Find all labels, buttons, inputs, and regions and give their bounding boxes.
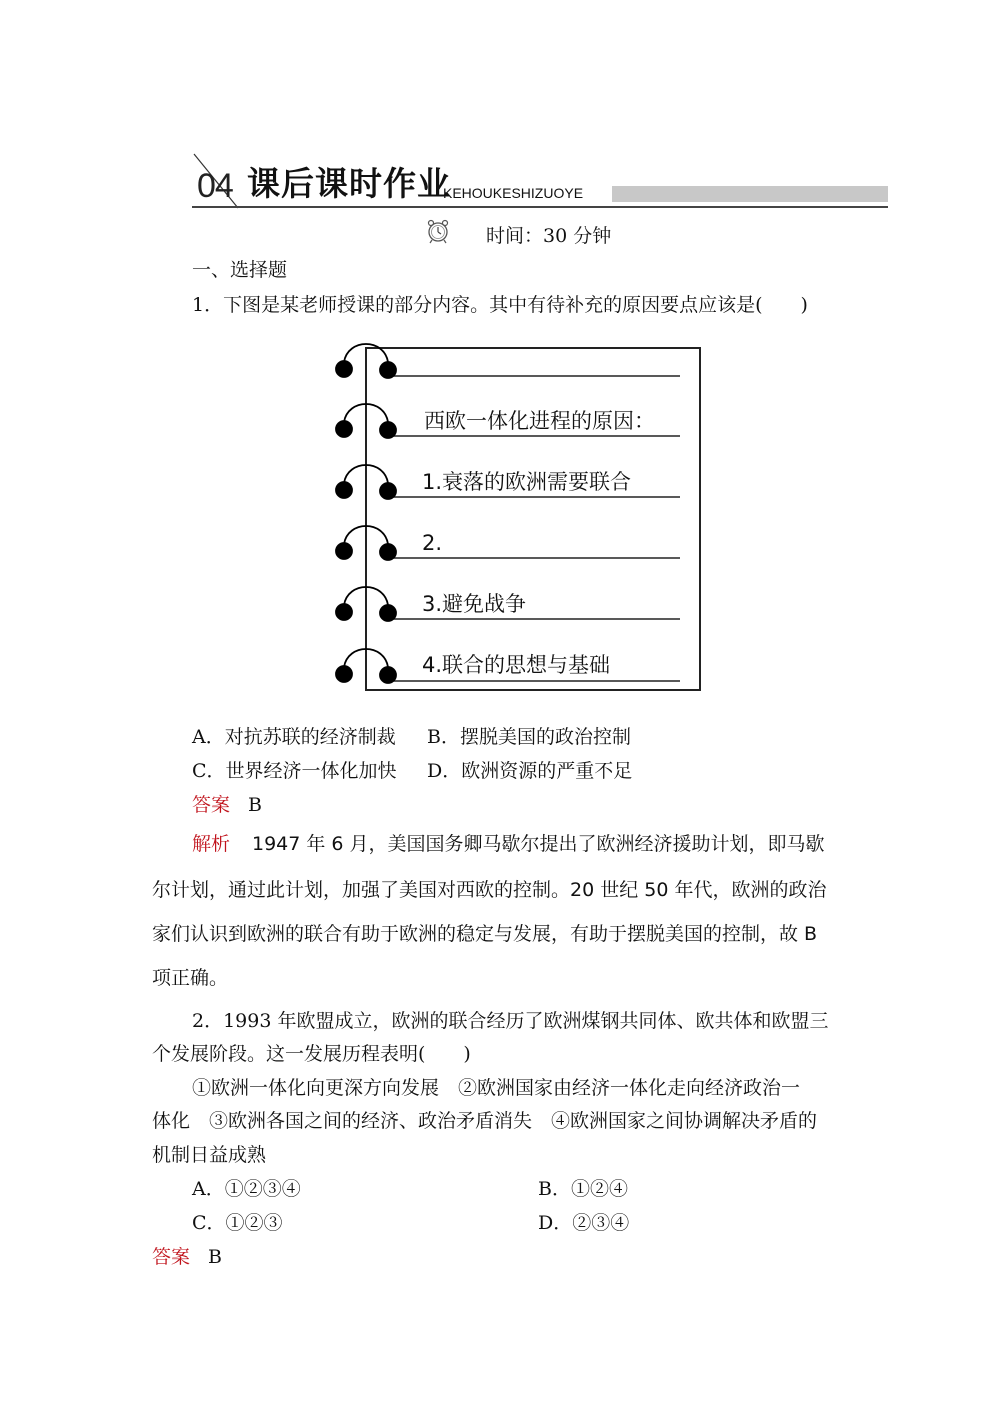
q2-stem-line-2: 个发展阶段。这一发展历程表明( ) bbox=[152, 1043, 471, 1065]
q1-option-c: C．世界经济一体化加快 bbox=[192, 760, 397, 782]
q2-answer-label: 答案 bbox=[152, 1246, 191, 1268]
q1-analysis-line-1: 1947 年 6 月，美国国务卿马歇尔提出了欧洲经济援助计划，即马歇 bbox=[252, 833, 825, 855]
header-gray-bar bbox=[612, 186, 888, 202]
section-heading: 一、选择题 bbox=[192, 259, 288, 281]
q1-option-a: A．对抗苏联的经济制裁 bbox=[192, 726, 396, 748]
header-underline bbox=[192, 206, 888, 208]
notebook-item-3: 3.避免战争 bbox=[422, 592, 527, 616]
q2-statement-line-1: ①欧洲一体化向更深方向发展 ②欧洲国家由经济一体化走向经济政治一 bbox=[192, 1077, 801, 1099]
q2-answer: B bbox=[208, 1246, 222, 1268]
q2-option-d: D．②③④ bbox=[538, 1212, 630, 1234]
q2-stem-line-1: 2．1993 年欧盟成立，欧洲的联合经历了欧洲煤钢共同体、欧共体和欧盟三 bbox=[192, 1010, 829, 1032]
section-number: 04 bbox=[197, 167, 233, 205]
q1-analysis-line-4: 项正确。 bbox=[152, 967, 229, 989]
notebook-figure bbox=[330, 336, 710, 718]
q1-answer: B bbox=[248, 794, 262, 816]
q2-statement-line-3: 机制日益成熟 bbox=[152, 1144, 267, 1166]
q1-stem: 1．下图是某老师授课的部分内容。其中有待补充的原因要点应该是( ) bbox=[192, 294, 808, 316]
q2-option-c: C．①②③ bbox=[192, 1212, 283, 1234]
q2-statement-line-2: 体化 ③欧洲各国之间的经济、政治矛盾消失 ④欧洲国家之间协调解决矛盾的 bbox=[152, 1110, 818, 1132]
page-title: 课后课时作业 bbox=[247, 164, 451, 203]
alarm-clock-icon bbox=[426, 218, 450, 244]
q1-option-b: B．摆脱美国的政治控制 bbox=[427, 726, 631, 748]
q1-analysis-line-2: 尔计划，通过此计划，加强了美国对西欧的控制。20 世纪 50 年代，欧洲的政治 bbox=[152, 879, 827, 901]
time-limit: 时间：30 分钟 bbox=[486, 225, 612, 247]
notebook-item-4: 4.联合的思想与基础 bbox=[422, 653, 611, 677]
notebook-item-2: 2. bbox=[422, 531, 443, 555]
q1-option-d: D．欧洲资源的严重不足 bbox=[427, 760, 633, 782]
q2-option-a: A．①②③④ bbox=[192, 1178, 301, 1200]
notebook-item-1: 1.衰落的欧洲需要联合 bbox=[422, 470, 632, 494]
notebook-title: 西欧一体化进程的原因： bbox=[424, 409, 655, 433]
q1-analysis-line-3: 家们认识到欧洲的联合有助于欧洲的稳定与发展，有助于摆脱美国的控制，故 B bbox=[152, 923, 818, 945]
q1-analysis-label: 解析 bbox=[192, 833, 231, 855]
q2-option-b: B．①②④ bbox=[538, 1178, 628, 1200]
q1-answer-label: 答案 bbox=[192, 794, 231, 816]
page-subtitle: KEHOUKESHIZUOYE bbox=[443, 185, 584, 201]
